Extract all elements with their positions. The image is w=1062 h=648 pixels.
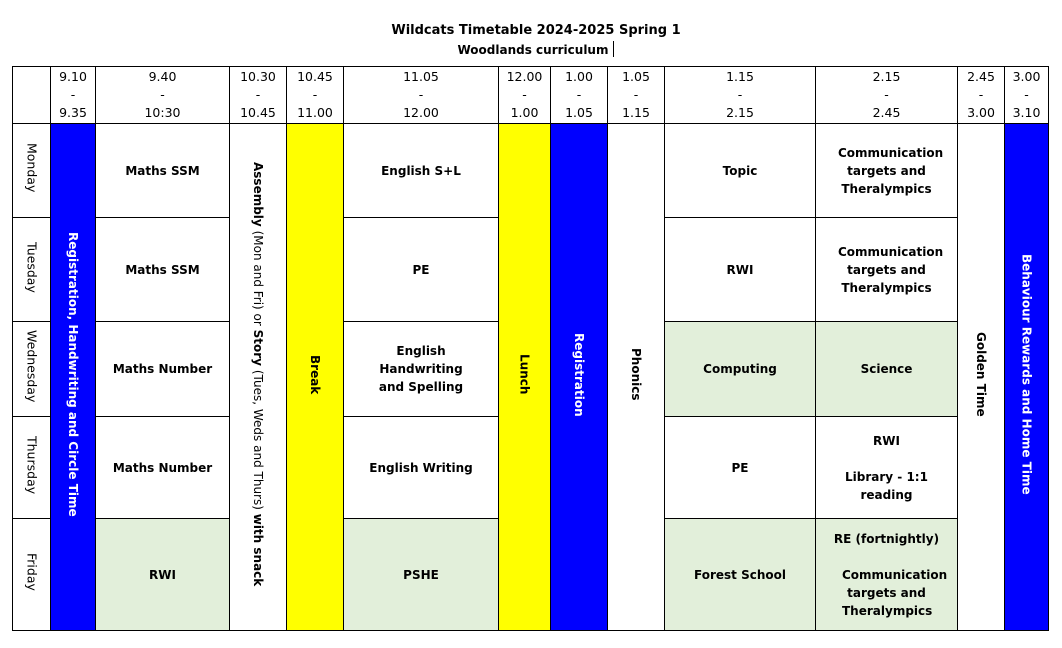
time-slot-3: 10.30 - 10.45 [230,67,287,124]
day-label-tuesday: Tuesday [13,218,51,322]
assembly-or-story-with-snack: Assembly (Mon and Fri) or Story (Tues, Weds and Thurs) with snack [230,124,287,631]
corner-cell [13,67,51,124]
lesson-wed-english: English Handwriting and Spelling [344,322,499,417]
lesson-wed-afternoon1: Computing [665,322,816,417]
behaviour-rewards-home-time-cell: Behaviour Rewards and Home Time [1005,124,1049,631]
lesson-fri-communication: Communication targets and Theralympics [842,567,948,618]
registration-handwriting-circle-time: Registration, Handwriting and Circle Time [51,124,96,631]
phonics-cell: Phonics [608,124,665,631]
lesson-fri-re: RE (fortnightly) [833,531,940,546]
text-cursor [613,41,614,57]
time-slot-1: 9.10 - 9.35 [51,67,96,124]
timetable-title: Wildcats Timetable 2024-2025 Spring 1 [391,23,681,38]
time-slot-2: 9.40 - 10:30 [96,67,230,124]
day-label-thursday: Thursday [13,417,51,519]
golden-time-cell: Golden Time [958,124,1005,631]
day-row-monday [13,124,1049,218]
lesson-tue-afternoon2: Communication targets and Theralympics [816,218,958,322]
timetable-subtitle [0,41,1062,57]
time-slot-9: 1.15 - 2.15 [665,67,816,124]
lesson-mon-maths: Maths SSM [96,124,230,218]
time-slot-8: 1.05 - 1.15 [608,67,665,124]
lesson-fri-afternoon2 [816,519,958,631]
time-slot-12: 3.00 - 3.10 [1005,67,1049,124]
lesson-thu-rwi: RWI [873,433,900,448]
time-slot-5: 11.05 - 12.00 [344,67,499,124]
lesson-mon-english: English S+L [344,124,499,218]
break-cell: Break [287,124,344,631]
timetable-grid [12,66,1049,631]
lesson-tue-afternoon1: RWI [665,218,816,322]
lesson-mon-afternoon1: Topic [665,124,816,218]
lunch-cell: Lunch [499,124,551,631]
time-header-row [13,67,1049,124]
time-slot-6: 12.00 - 1.00 [499,67,551,124]
lesson-thu-english: English Writing [344,417,499,519]
time-slot-11: 2.45 - 3.00 [958,67,1005,124]
lesson-thu-library: Library - 1:1 reading [845,469,928,502]
subtitle-text: Woodlands curriculum [457,43,609,57]
day-label-monday: Monday [13,124,51,218]
time-slot-4: 10.45 - 11.00 [287,67,344,124]
lesson-fri-rwi: RWI [96,519,230,631]
day-label-friday: Friday [13,519,51,631]
lesson-wed-maths: Maths Number [96,322,230,417]
lesson-fri-pshe: PSHE [344,519,499,631]
lesson-thu-maths: Maths Number [96,417,230,519]
lesson-wed-afternoon2: Science [816,322,958,417]
lesson-thu-afternoon1: PE [665,417,816,519]
time-slot-7: 1.00 - 1.05 [551,67,608,124]
day-label-wednesday: Wednesday [13,322,51,417]
lesson-fri-forest-school: Forest School [665,519,816,631]
lesson-mon-afternoon2: Communication targets and Theralympics [816,124,958,218]
time-slot-10: 2.15 - 2.45 [816,67,958,124]
lesson-tue-maths: Maths SSM [96,218,230,322]
lesson-tue-english: PE [344,218,499,322]
registration-pm-cell: Registration [551,124,608,631]
lesson-thu-afternoon2 [816,417,958,519]
